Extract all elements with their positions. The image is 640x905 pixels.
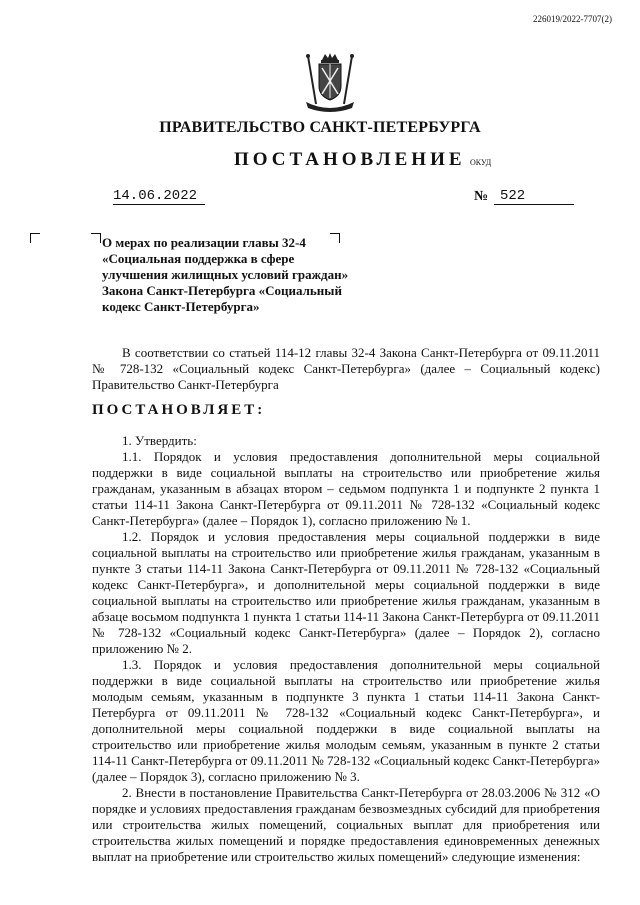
okud-label: ОКУД: [470, 158, 492, 167]
resolution-paragraph: 1.2. Порядок и условия предоставления меры социальной поддержки в виде социальной выплаты на строительство или приобретение жилья гражданам, указанным в пункте 3 статьи 114-11 Закона Санкт-Петербурга от 09.11.2011 № 728-132 «Социальный кодекс Санкт-Петербурга», и дополнительной меры социальной поддержки в виде социальной выплаты на строительство или приобретение жилья гражданам, указанным в абзаце восьмом подпункта 1 пункта 1 статьи 114-11 Закона Санкт-Петербурга от 09.11.2011 № 728-132 «Социальный кодекс Санкт-Петербурга» (далее – Порядок 2), согласно приложению № 2.: [92, 529, 600, 656]
document-date: 14.06.2022: [113, 188, 205, 205]
document-registration-number: 226019/2022-7707(2): [533, 14, 612, 24]
subject-line: кодекс Санкт-Петербурга»: [102, 299, 260, 314]
subject-corner-mark-inner: [91, 233, 101, 243]
subject-line: «Социальная поддержка в сфере: [102, 251, 295, 266]
subject-corner-mark-left: [30, 233, 40, 243]
organization-title: ПРАВИТЕЛЬСТВО САНКТ-ПЕТЕРБУРГА: [159, 119, 481, 136]
subject-line: О мерах по реализации главы 32-4: [102, 235, 306, 250]
resolution-body: [92, 433, 600, 865]
subject-line: улучшения жилищных условий граждан»: [102, 267, 349, 282]
document-number: 522: [494, 188, 574, 205]
subject-line: Закона Санкт-Петербурга «Социальный: [102, 283, 342, 298]
resolution-paragraph: 1.3. Порядок и условия предоставления дополнительной меры социальной поддержки в виде социальной выплаты на строительство или приобретение жилья молодым семьям, указанным в подпункте 3 пункта 1 статьи 114-11 Закона Санкт-Петербурга от 09.11.2011 № 728-132 «Социальный кодекс Санкт-Петербурга», и дополнительной меры социальной поддержки в виде социальной выплаты на строительство или приобретение жилья молодым семьям, указанным в пункте 2 статьи 114-11 Санкт-Петербурга от 09.11.2011 № 728-132 «Социальный кодекс Санкт-Петербурга» (далее – Порядок 3), согласно приложению № 3.: [92, 657, 600, 784]
document-subject: [102, 235, 362, 315]
document-type-heading: ПОСТАНОВЛЕНИЕ: [234, 149, 466, 170]
saint-petersburg-coat-of-arms-icon: [300, 52, 360, 114]
resolves-heading: ПОСТАНОВЛЯЕТ:: [92, 402, 266, 418]
number-sign: №: [474, 189, 489, 204]
preamble-paragraph: В соответствии со статьей 114-12 главы 32-4 Закона Санкт-Петербурга от 09.11.2011 № 728-132 «Социальный кодекс Санкт-Петербурга» (далее – Социальный кодекс) Правительство Санкт-Петербурга: [92, 345, 600, 392]
resolution-paragraph: 1.1. Порядок и условия предоставления дополнительной меры социальной поддержки в виде социальной выплаты на строительство или приобретение жилья гражданам, указанным в абзацах втором – седьмом подпункта 1 и подпункте 2 пункта 1 статьи 114-11 Закона Санкт-Петербурга от 09.11.2011 № 728-132 «Социальный кодекс Санкт-Петербурга» (далее – Порядок 1), согласно приложению № 1.: [92, 449, 600, 528]
resolution-paragraph: 1. Утвердить:: [122, 433, 197, 448]
resolution-paragraph: 2. Внести в постановление Правительства Санкт-Петербурга от 28.03.2006 № 312 «О порядке и условиях предоставления гражданам безвозмездных субсидий для приобретения или строительства жилых помещений, социальных выплат для приобретения или строительства жилых помещений и порядке предоставления единовременных денежных выплат на приобретение или строительство жилых помещений» следующие изменения:: [92, 785, 600, 864]
